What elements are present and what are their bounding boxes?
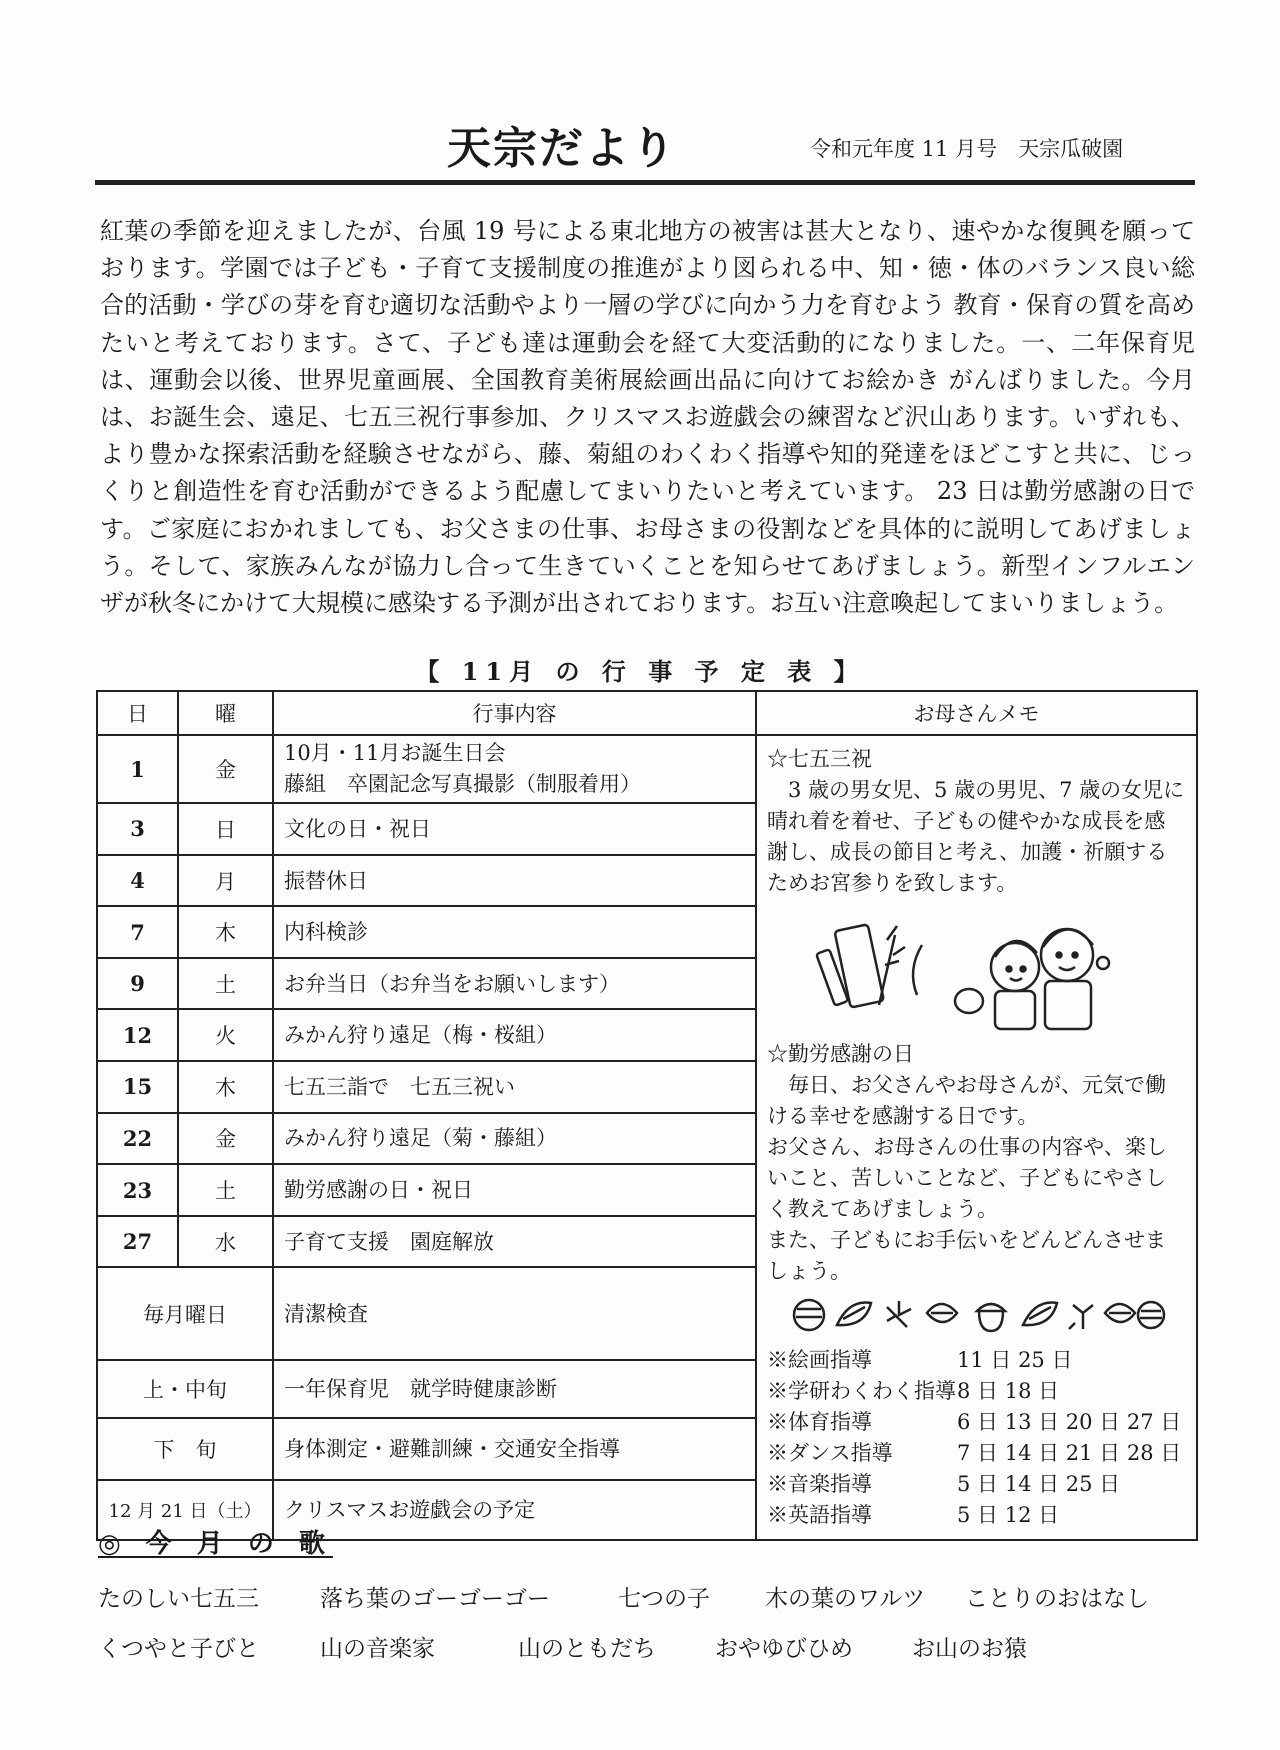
day-cell: 12 bbox=[97, 1009, 178, 1061]
event-cell bbox=[273, 735, 756, 803]
event-cell: 文化の日・祝日 bbox=[273, 803, 756, 855]
weekday-cell: 金 bbox=[178, 735, 273, 803]
event-cell: 清潔検査 bbox=[273, 1267, 756, 1360]
header-memo: お母さんメモ bbox=[756, 691, 1197, 735]
labor-day-body-1: 毎日、お父さんやお母さんが、元気で働ける幸せを感謝する日です。 bbox=[767, 1073, 1166, 1128]
instruction-dates: 8 日 18 日 bbox=[957, 1379, 1060, 1403]
weekday-cell: 日 bbox=[178, 803, 273, 855]
header-weekday: 曜 bbox=[178, 691, 273, 735]
instruction-name: ※体育指導 bbox=[767, 1410, 872, 1434]
song-title: お山のお猿 bbox=[912, 1636, 1027, 1662]
children-chitose-ame-icon bbox=[767, 905, 1186, 1035]
instruction-name: ※学研わくわく指導 bbox=[767, 1379, 956, 1403]
header-rule bbox=[95, 180, 1195, 185]
weekday-cell: 土 bbox=[178, 1164, 273, 1216]
song-title: たのしい七五三 bbox=[98, 1586, 259, 1612]
weekday-cell: 木 bbox=[178, 906, 273, 958]
instruction-schedule bbox=[767, 1345, 1186, 1531]
autumn-leaves-icon bbox=[787, 1291, 1167, 1335]
day-cell: 7 bbox=[97, 906, 178, 958]
event-cell: クリスマスお遊戯会の予定 bbox=[273, 1480, 756, 1540]
period-cell: 毎月曜日 bbox=[97, 1267, 273, 1360]
labor-day-body-3: また、子どもにお手伝いをどんどんさせましょう。 bbox=[767, 1228, 1166, 1283]
event-cell: 一年保育児 就学時健康診断 bbox=[273, 1360, 756, 1418]
instruction-dates: 5 日 12 日 bbox=[957, 1503, 1060, 1527]
period-cell: 下 旬 bbox=[97, 1418, 273, 1480]
labor-day-body-2: お父さん、お母さんの仕事の内容や、楽しいこと、苦しいことなど、子どもにやさしく教えてあげましょう。 bbox=[767, 1135, 1167, 1221]
instruction-dates: 7 日 14 日 21 日 28 日 bbox=[957, 1441, 1182, 1465]
day-cell: 1 bbox=[97, 735, 178, 803]
instruction-name: ※ダンス指導 bbox=[767, 1441, 893, 1465]
schedule-title: 【 11月 の 行 事 予 定 表 】 bbox=[415, 657, 865, 686]
intro-paragraph: 紅葉の季節を迎えましたが、台風 19 号による東北地方の被害は甚大となり、速やかな復興を願っております。学園では子ども・子育て支援制度の推進がより図られる中、知・徳・体のバランス良い総合的活動・学びの芽を育む適切な活動やより一層の学びに向かう力を育むよう 教育・保育の質を高めたいと考えております。さて、子ども達は運動会を経て大変活動的になりました。一、二年保育児は、運動会以後、世界児童画展、全国教育美術展絵画出品に向けてお絵かき がんばりました。今月は、お誕生会、遠足、七五三祝行事参加、クリスマスお遊戯会の練習など沢山あります。いずれも、より豊かな探索活動を経験させながら、藤、菊組のわくわく指導や知的発達をほどこすと共に、じっくりと創造性を育む活動ができるよう配慮してまいりたいと考えています。 23 日は勤労感謝の日です。ご家庭におかれましても、お父さまの仕事、お母さまの役割などを具体的に説明してあげましょう。そして、家族みんなが協力し合って生きていくことを知らせてあげましょう。新型インフルエンザが秋冬にかけて大規模に感染する予測が出されております。お互い注意喚起してまいりましょう。 bbox=[100, 217, 1195, 618]
schedule-header-row bbox=[97, 691, 1197, 735]
weekday-cell: 水 bbox=[178, 1216, 273, 1268]
weekday-cell: 月 bbox=[178, 855, 273, 907]
event-line: 10月・11月お誕生日会 bbox=[284, 741, 506, 766]
event-cell: 七五三詣で 七五三祝い bbox=[273, 1061, 756, 1113]
issue-info: 令和元年度 11 月号 天宗瓜破園 bbox=[810, 137, 1124, 161]
day-cell: 15 bbox=[97, 1061, 178, 1113]
event-cell: 子育て支援 園庭解放 bbox=[273, 1216, 756, 1268]
schedule-table bbox=[96, 690, 1198, 1541]
instruction-name: ※英語指導 bbox=[767, 1503, 872, 1527]
weekday-cell: 火 bbox=[178, 1009, 273, 1061]
song-title: 木の葉のワルツ bbox=[765, 1586, 926, 1612]
instruction-name: ※絵画指導 bbox=[767, 1348, 872, 1372]
period-cell: 12 月 21 日（土） bbox=[97, 1480, 273, 1540]
autumn-icons-row bbox=[767, 1291, 1186, 1341]
event-cell: 身体測定・避難訓練・交通安全指導 bbox=[273, 1418, 756, 1480]
weekday-cell: 土 bbox=[178, 958, 273, 1010]
period-cell: 上・中旬 bbox=[97, 1360, 273, 1418]
labor-day-title: ☆勤労感謝の日 bbox=[767, 1042, 914, 1066]
song-title: ことりのおはなし bbox=[965, 1586, 1149, 1612]
event-cell: お弁当日（お弁当をお願いします） bbox=[273, 958, 756, 1010]
event-cell: 内科検診 bbox=[273, 906, 756, 958]
newsletter-title: 天宗だより bbox=[447, 123, 677, 174]
event-cell: 振替休日 bbox=[273, 855, 756, 907]
event-cell: みかん狩り遠足（菊・藤組） bbox=[273, 1113, 756, 1165]
day-cell: 23 bbox=[97, 1164, 178, 1216]
event-cell: みかん狩り遠足（梅・桜組） bbox=[273, 1009, 756, 1061]
day-cell: 3 bbox=[97, 803, 178, 855]
event-line: 藤組 卒園記念写真撮影（制服着用） bbox=[284, 772, 641, 797]
weekday-cell: 金 bbox=[178, 1113, 273, 1165]
song-title: おやゆびひめ bbox=[715, 1636, 853, 1662]
shichigosan-title: ☆七五三祝 bbox=[767, 747, 872, 771]
shichigosan-illustration bbox=[767, 905, 1186, 1035]
song-title: くつやと子びと bbox=[98, 1636, 259, 1662]
day-cell: 27 bbox=[97, 1216, 178, 1268]
event-cell: 勤労感謝の日・祝日 bbox=[273, 1164, 756, 1216]
header-event: 行事内容 bbox=[273, 691, 756, 735]
song-title: 山の音楽家 bbox=[320, 1636, 435, 1662]
instruction-dates: 11 日 25 日 bbox=[957, 1348, 1073, 1372]
table-row bbox=[97, 735, 1197, 803]
song-title: 七つの子 bbox=[618, 1586, 710, 1612]
weekday-cell: 木 bbox=[178, 1061, 273, 1113]
song-title: 落ち葉のゴーゴーゴー bbox=[320, 1586, 550, 1612]
shichigosan-body: 3 歳の男女児、5 歳の男児、7 歳の女児に晴れ着を着せ、子どもの健やかな成長を感謝し、成長の節目と考え、加護・祈願するためお宮参りを致します。 bbox=[767, 778, 1185, 895]
songs-heading: ◎ 今 月 の 歌 bbox=[98, 1529, 333, 1559]
mother-memo bbox=[756, 735, 1197, 1540]
instruction-dates: 6 日 13 日 20 日 27 日 bbox=[957, 1410, 1182, 1434]
day-cell: 22 bbox=[97, 1113, 178, 1165]
day-cell: 4 bbox=[97, 855, 178, 907]
song-title: 山のともだち bbox=[518, 1636, 656, 1662]
instruction-name: ※音楽指導 bbox=[767, 1472, 872, 1496]
day-cell: 9 bbox=[97, 958, 178, 1010]
header-day: 日 bbox=[97, 691, 178, 735]
instruction-dates: 5 日 14 日 25 日 bbox=[957, 1472, 1121, 1496]
